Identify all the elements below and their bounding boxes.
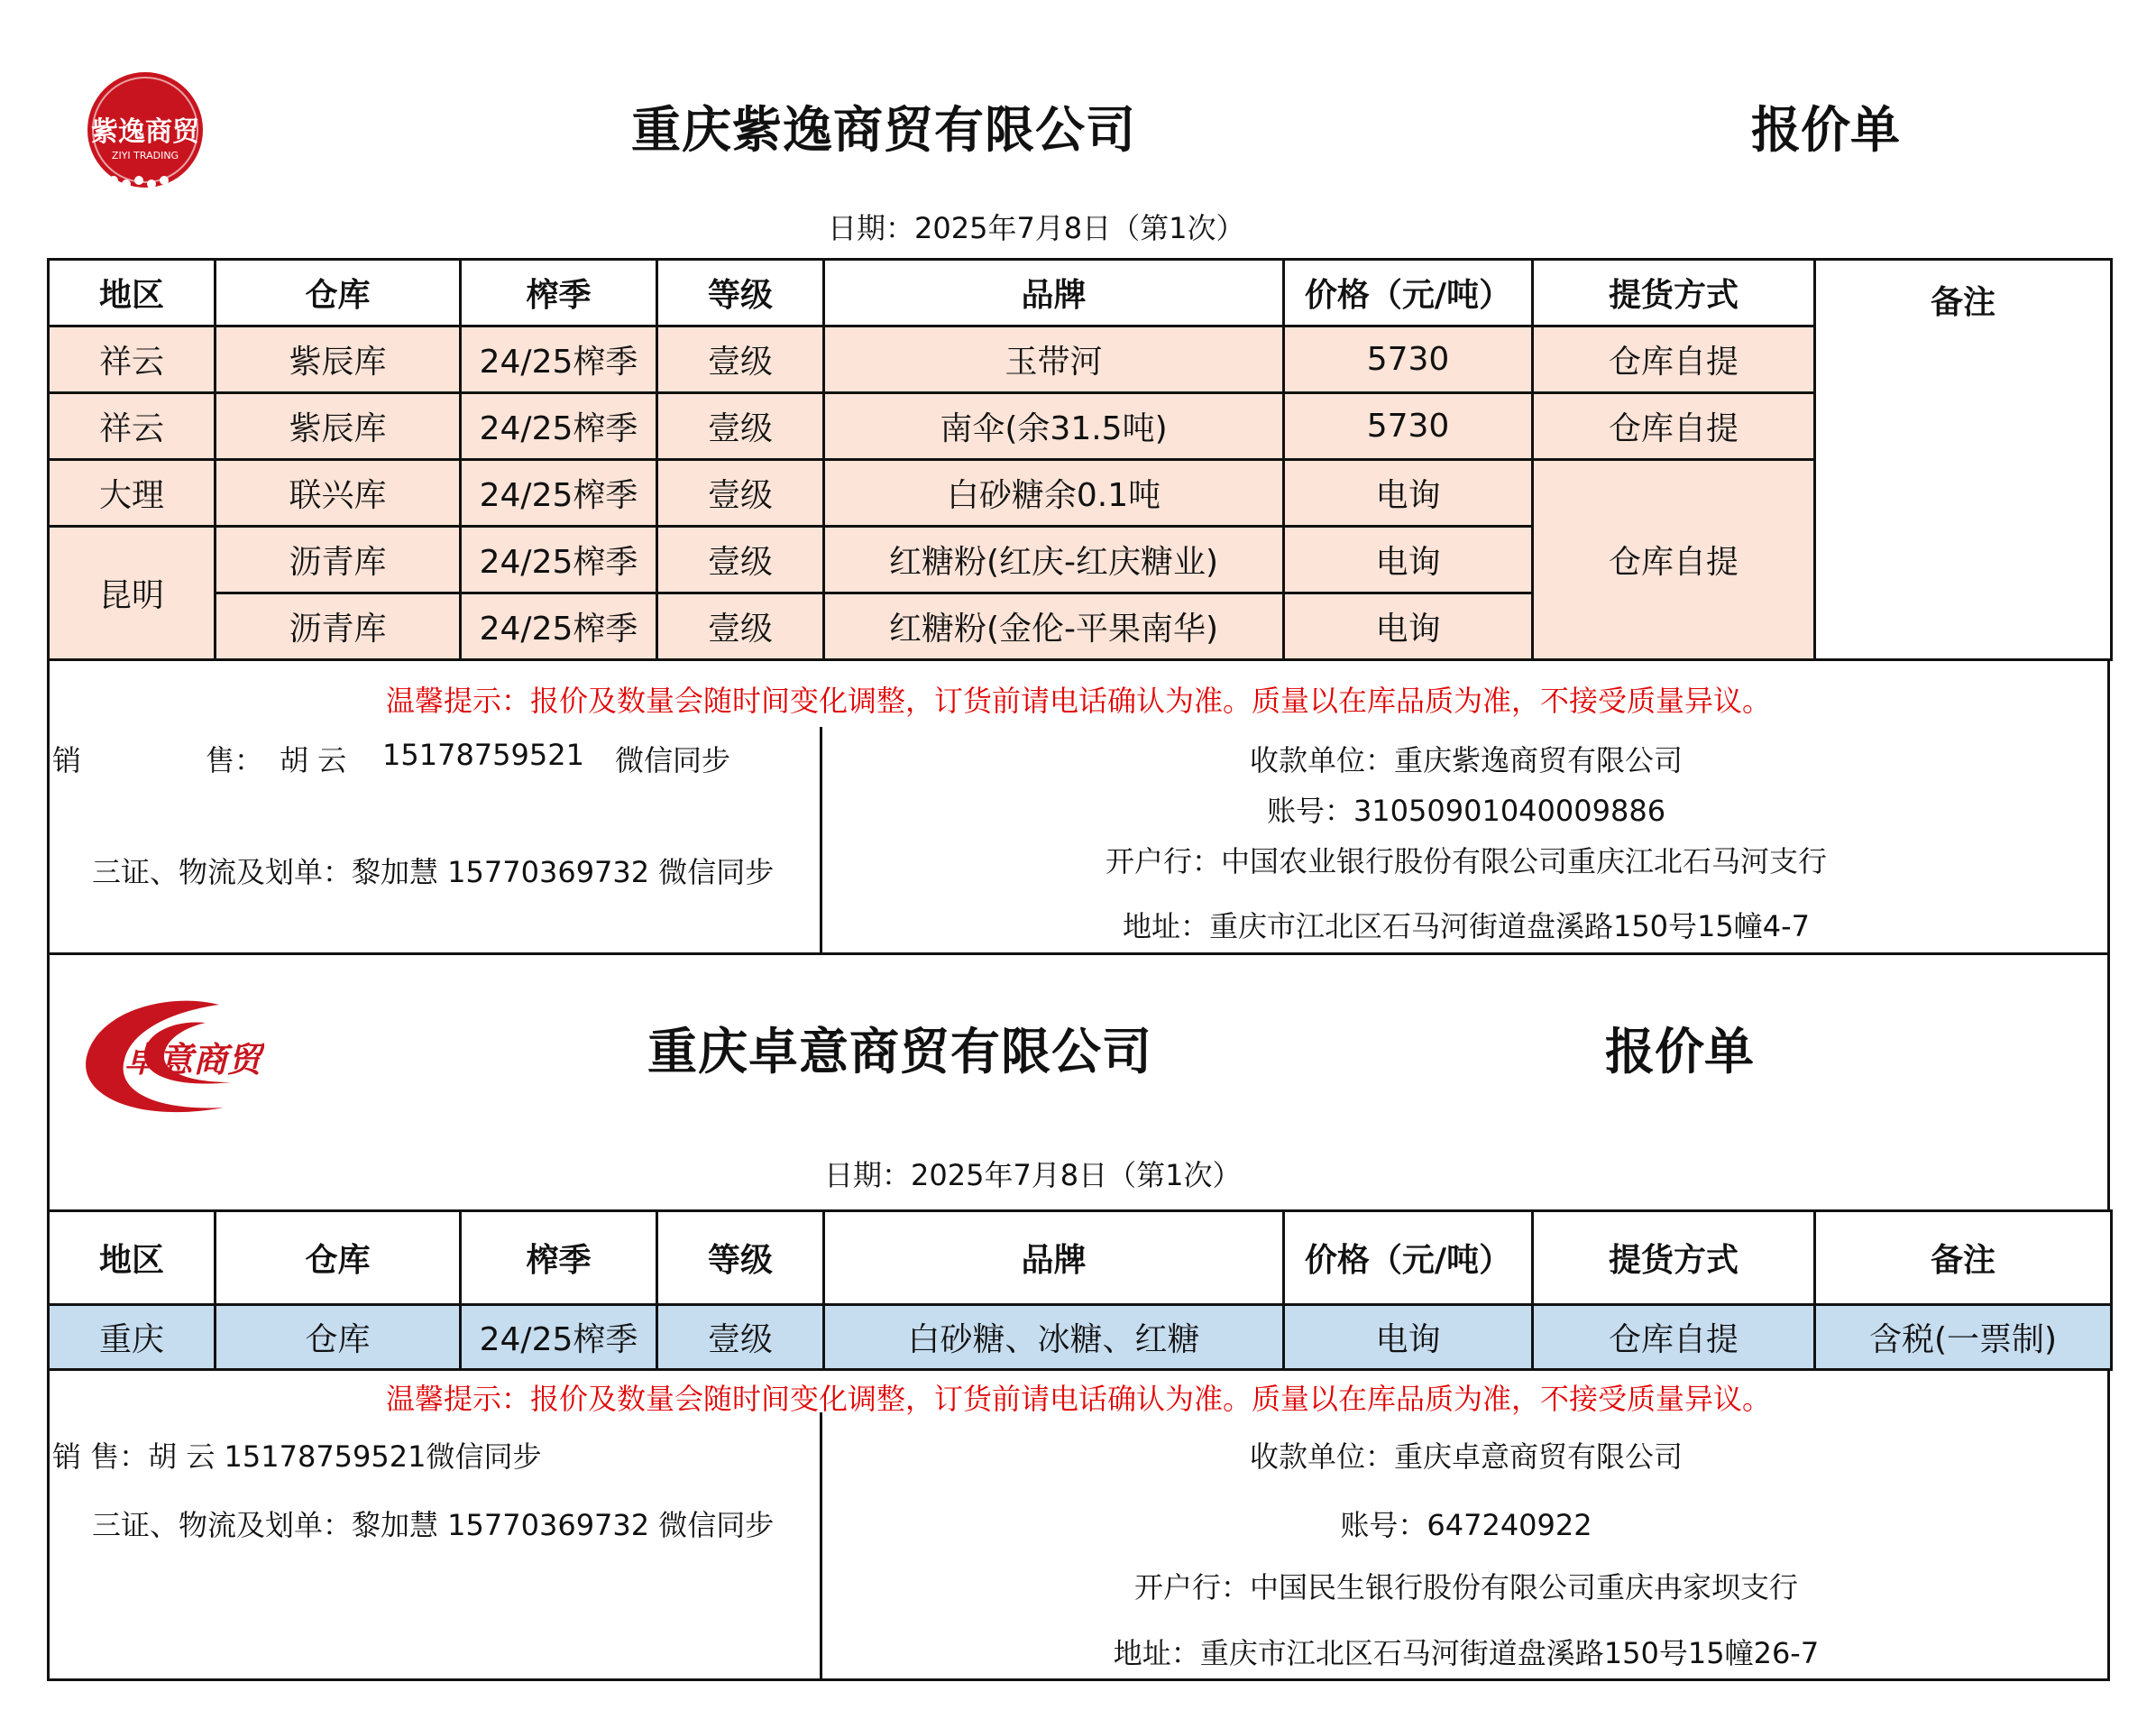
sales-phone: 15178759521 xyxy=(382,738,584,772)
ziyi-logo xyxy=(69,69,222,190)
header-warehouse: 仓库 xyxy=(216,260,461,326)
payee: 收款单位：重庆卓意商贸有限公司 xyxy=(1249,1439,1683,1474)
table-header-row xyxy=(49,260,2112,326)
header-region: 地区 xyxy=(49,1211,216,1305)
sales-label: 销 xyxy=(52,743,82,777)
cell-brand: 白砂糖、冰糖、红糖 xyxy=(824,1305,1284,1370)
cell-price: 电询 xyxy=(1284,593,1533,660)
header-pickup: 提货方式 xyxy=(1533,260,1815,326)
cell-grade: 壹级 xyxy=(657,527,824,593)
frame-left xyxy=(47,954,50,1212)
sales-contact: 销 售：胡 云 15178759521微信同步 xyxy=(52,1439,542,1474)
cell-region: 祥云 xyxy=(49,326,216,393)
cell-season: 24/25榨季 xyxy=(461,527,657,593)
cell-grade: 壹级 xyxy=(657,1305,824,1370)
logistics-contact: 三证、物流及划单：黎加慧 15770369732 微信同步 xyxy=(92,855,775,889)
cell-pickup: 仓库自提 xyxy=(1533,393,1815,460)
cell-brand: 玉带河 xyxy=(824,326,1284,393)
cell-region: 大理 xyxy=(49,460,216,527)
ziyi-logo-sub: ZIYI TRADING xyxy=(111,150,179,161)
header-brand: 品牌 xyxy=(824,1211,1284,1305)
cell-grade: 壹级 xyxy=(657,460,824,527)
zhuoyi-logo-text: 卓意商贸 xyxy=(124,1040,262,1080)
header-grade: 等级 xyxy=(657,1211,824,1305)
bank-name: 开户行：中国民生银行股份有限公司重庆冉家坝支行 xyxy=(1133,1570,1798,1604)
payee: 收款单位：重庆紫逸商贸有限公司 xyxy=(1249,743,1683,777)
header-region: 地区 xyxy=(49,260,216,326)
cell-pickup: 仓库自提 xyxy=(1533,1305,1815,1370)
header-notes: 备注 xyxy=(1815,1211,2112,1305)
quote-table xyxy=(47,258,2113,661)
table-row xyxy=(49,1305,2112,1370)
header-price: 价格（元/吨） xyxy=(1284,260,1533,326)
cell-price: 5730 xyxy=(1284,326,1533,393)
zhuoyi-logo xyxy=(70,992,264,1123)
cell-note: 含税(一票制) xyxy=(1815,1305,2112,1370)
cell-grade: 壹级 xyxy=(657,393,824,460)
date-line: 日期：2025年7月8日（第1次） xyxy=(824,1158,1242,1192)
bank-name: 开户行：中国农业银行股份有限公司重庆江北石马河支行 xyxy=(1105,844,1827,878)
cell-brand: 红糖粉(金伦-平果南华) xyxy=(824,593,1284,660)
cell-brand: 南伞(余31.5吨) xyxy=(824,393,1284,460)
address: 地址：重庆市江北区石马河街道盘溪路150号15幢26-7 xyxy=(1113,1636,1820,1670)
cell-grade: 壹级 xyxy=(657,326,824,393)
cell-warehouse: 沥青库 xyxy=(216,593,461,660)
header-notes: 备注 xyxy=(1815,260,2112,660)
header-pickup: 提货方式 xyxy=(1533,1211,1815,1305)
date-line: 日期：2025年7月8日（第1次） xyxy=(828,211,1245,245)
cell-season: 24/25榨季 xyxy=(461,593,657,660)
cell-price: 5730 xyxy=(1284,393,1533,460)
account-number: 账号：647240922 xyxy=(1340,1508,1592,1542)
cell-warehouse: 联兴库 xyxy=(216,460,461,527)
account-number: 账号：31050901040009886 xyxy=(1266,794,1666,828)
sales-wechat: 微信同步 xyxy=(615,743,731,777)
cell-warehouse: 紫辰库 xyxy=(216,393,461,460)
cell-region: 昆明 xyxy=(49,527,216,660)
cell-season: 24/25榨季 xyxy=(461,1305,657,1370)
cell-brand: 红糖粉(红庆-红庆糖业) xyxy=(824,527,1284,593)
warning-notice: 温馨提示：报价及数量会随时间变化调整，订货前请电话确认为准。质量以在库品质为准，不接受质量异议。 xyxy=(385,684,1771,718)
logistics-contact: 三证、物流及划单：黎加慧 15770369732 微信同步 xyxy=(92,1508,775,1542)
doc-type-title: 报价单 xyxy=(1751,101,1901,159)
header-brand: 品牌 xyxy=(824,260,1284,326)
table-row xyxy=(49,460,2112,527)
warning-notice: 温馨提示：报价及数量会随时间变化调整，订货前请电话确认为准。质量以在库品质为准，不接受质量异议。 xyxy=(385,1382,1771,1416)
cell-price: 电询 xyxy=(1284,527,1533,593)
sales-label-2: 售： xyxy=(206,743,264,777)
company-title: 重庆卓意商贸有限公司 xyxy=(647,1023,1153,1080)
header-warehouse: 仓库 xyxy=(216,1211,461,1305)
table-row xyxy=(49,326,2112,393)
cell-price: 电询 xyxy=(1284,460,1533,527)
cell-season: 24/25榨季 xyxy=(461,326,657,393)
quote-table xyxy=(47,1209,2113,1371)
cell-warehouse: 仓库 xyxy=(216,1305,461,1370)
cell-pickup: 仓库自提 xyxy=(1533,326,1815,393)
cell-warehouse: 紫辰库 xyxy=(216,326,461,393)
address: 地址：重庆市江北区石马河街道盘溪路150号15幢4-7 xyxy=(1122,909,1811,943)
cell-pickup: 仓库自提 xyxy=(1533,460,1815,660)
cell-season: 24/25榨季 xyxy=(461,460,657,527)
header-season: 榨季 xyxy=(461,260,657,326)
header-season: 榨季 xyxy=(461,1211,657,1305)
table-row xyxy=(49,393,2112,460)
company-title: 重庆紫逸商贸有限公司 xyxy=(631,101,1137,159)
header-grade: 等级 xyxy=(657,260,824,326)
header-price: 价格（元/吨） xyxy=(1284,1211,1533,1305)
cell-season: 24/25榨季 xyxy=(461,393,657,460)
ziyi-logo-text: 紫逸商贸 xyxy=(91,116,199,148)
cell-region: 祥云 xyxy=(49,393,216,460)
cell-grade: 壹级 xyxy=(657,593,824,660)
cell-price: 电询 xyxy=(1284,1305,1533,1370)
cell-region: 重庆 xyxy=(49,1305,216,1370)
frame-right xyxy=(2107,954,2110,1212)
table-header-row xyxy=(49,1211,2112,1305)
doc-type-title: 报价单 xyxy=(1605,1023,1755,1080)
cell-warehouse: 沥青库 xyxy=(216,527,461,593)
sales-name: 胡 云 xyxy=(280,743,347,777)
cell-brand: 白砂糖余0.1吨 xyxy=(824,460,1284,527)
